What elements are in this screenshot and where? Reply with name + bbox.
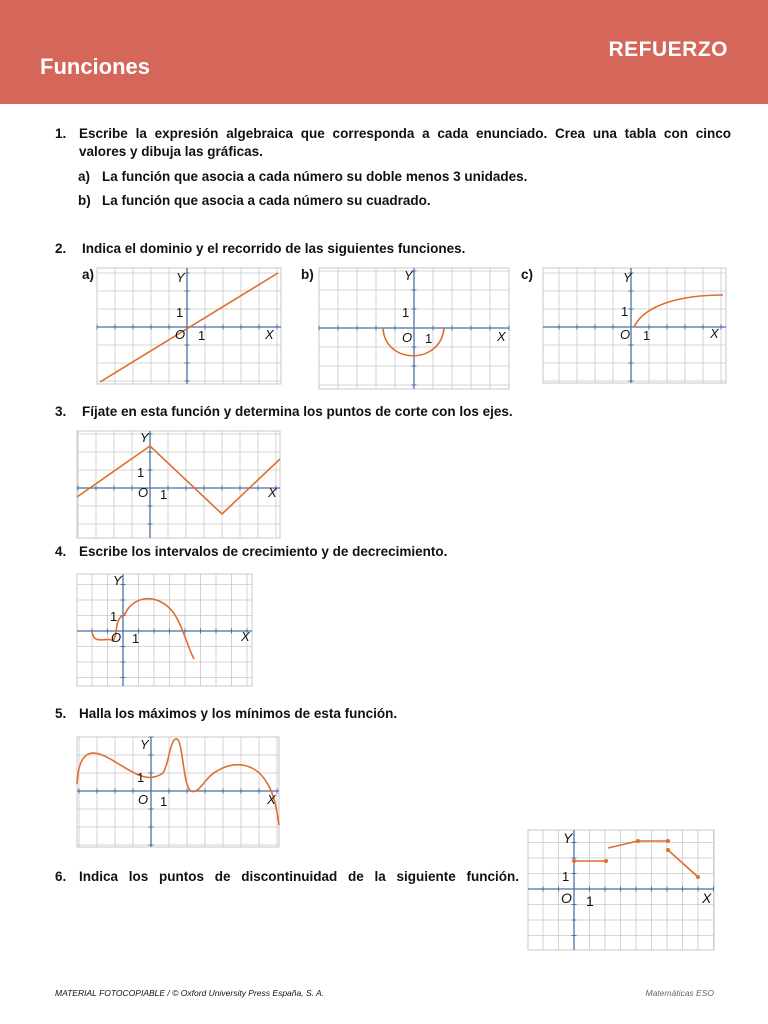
y-axis-label: Y [563, 830, 573, 846]
graph-label-c: c) [521, 267, 534, 282]
y-axis-label: Y [623, 270, 632, 285]
question-text: Escribe la expresión algebraica que corresponda a cada enunciado. Crea una tabla con cinco [79, 126, 731, 141]
point [604, 859, 608, 863]
question-text: Indica el dominio y el recorrido de las siguientes funciones. [82, 241, 466, 256]
y-unit-label: 1 [562, 869, 570, 884]
x-unit-label: 1 [586, 893, 594, 909]
y-unit-label: 1 [137, 465, 145, 480]
y-axis-label: Y [140, 430, 149, 445]
question-text: Fíjate en esta función y determina los puntos de corte con los ejes. [82, 404, 513, 419]
x-axis-label: X [497, 329, 506, 344]
header-banner [0, 0, 768, 104]
option-label: b) [78, 193, 91, 208]
option-text: La función que asocia a cada número su doble menos 3 unidades. [102, 169, 528, 184]
question-number: 5. [55, 706, 67, 721]
origin-label: O [138, 792, 149, 807]
point [666, 839, 670, 843]
x-axis-label: X [241, 629, 250, 644]
footer-copyright: MATERIAL FOTOCOPIABLE / © Oxford University Press España, S. A. [55, 988, 325, 998]
question-text: Escribe los intervalos de crecimiento y de decrecimiento. [79, 544, 448, 559]
origin-label: O [402, 330, 413, 345]
y-axis-label: Y [113, 573, 122, 588]
point [572, 859, 576, 863]
point [636, 839, 640, 843]
question-text-cont: valores y dibuja las gráficas. [79, 144, 263, 159]
x-unit-label: 1 [425, 331, 433, 346]
graph-label-a: a) [82, 267, 95, 282]
origin-label: O [620, 327, 631, 342]
x-unit-label: 1 [132, 631, 140, 646]
graph-6 [528, 830, 714, 950]
graph-2b [319, 268, 509, 389]
segment [668, 850, 698, 877]
y-axis-label: Y [404, 268, 413, 283]
x-axis-label: X [710, 326, 719, 341]
graph-5 [77, 737, 279, 847]
graph-2a [97, 268, 281, 384]
x-axis-label: X [265, 327, 274, 342]
graph-3 [77, 431, 280, 538]
x-unit-label: 1 [198, 328, 206, 343]
origin-label: O [561, 890, 572, 906]
question-number: 2. [55, 241, 67, 256]
point [666, 848, 670, 852]
footer-book: Matemáticas ESO [645, 988, 714, 998]
grid-border [77, 737, 279, 847]
graph-4 [77, 574, 252, 686]
x-unit-label: 1 [160, 794, 168, 809]
section-badge: REFUERZO [608, 38, 728, 61]
page-title: Funciones [40, 54, 151, 79]
x-axis-label: X [702, 890, 712, 906]
question-text: Indica los puntos de discontinuidad de la siguiente función. [79, 869, 519, 884]
y-unit-label: 1 [621, 304, 629, 319]
x-unit-label: 1 [643, 328, 651, 343]
graph-2c [543, 268, 726, 383]
origin-label: O [138, 485, 149, 500]
origin-label: O [111, 630, 122, 645]
question-number: 1. [55, 126, 67, 141]
point [696, 875, 700, 879]
y-unit-label: 1 [176, 305, 184, 320]
option-text: La función que asocia a cada número su cuadrado. [102, 193, 431, 208]
grid-border [77, 431, 280, 538]
question-number: 3. [55, 404, 67, 419]
x-axis-label: X [268, 485, 277, 500]
option-label: a) [78, 169, 91, 184]
x-unit-label: 1 [160, 487, 168, 502]
y-unit-label: 1 [137, 770, 145, 785]
q1-option-b [78, 193, 431, 208]
origin-label: O [175, 327, 186, 342]
question-text: Halla los máximos y los mínimos de esta función. [79, 706, 398, 721]
y-axis-label: Y [140, 737, 149, 752]
y-unit-label: 1 [110, 609, 118, 624]
graph-label-b: b) [301, 267, 314, 282]
function-curve [77, 446, 280, 514]
function-curve [77, 739, 279, 825]
grid-border [77, 574, 252, 686]
question-number: 4. [55, 544, 67, 559]
y-axis-label: Y [176, 270, 185, 285]
question-number: 6. [55, 869, 67, 884]
x-axis-label: X [267, 792, 276, 807]
function-curve [634, 295, 723, 327]
q1-option-a [78, 169, 528, 184]
y-unit-label: 1 [402, 305, 410, 320]
